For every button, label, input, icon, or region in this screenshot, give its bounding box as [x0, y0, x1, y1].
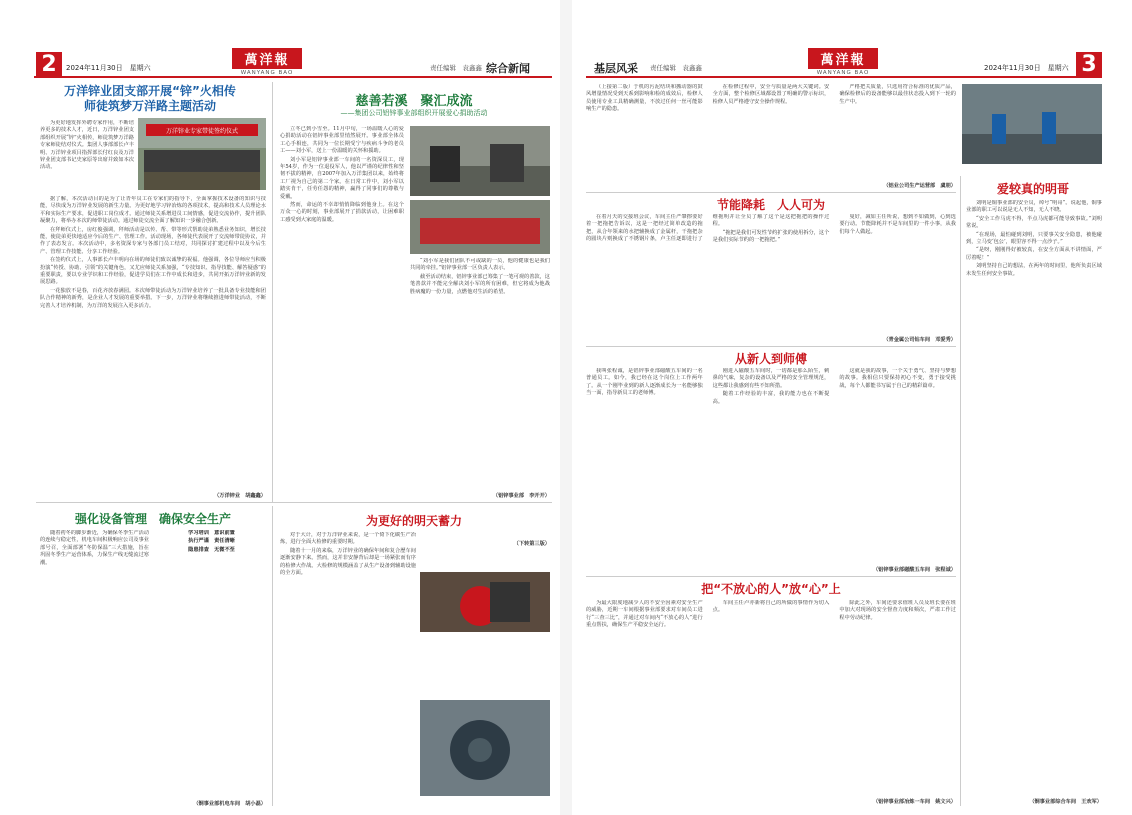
header-rule: [34, 76, 552, 78]
machinery-photo-image: [420, 700, 550, 796]
section-divider: [36, 502, 552, 503]
banner-text: 万洋锌业专家带徒签约仪式: [165, 128, 239, 135]
article-body: 随着初冬的脚步渐近，为确保冬季生产活动的连续与稳定性，机电车间积极响应公司及事业部号召，全面部署“冬防保温”三大措施，旨在巩固冬季生产运营体系，力保生产线无缝流过寒潮。 学习培训 意识前置 执行严谨 责任清晰 隐患排查 无微不至: [40, 530, 235, 566]
article-byline: （铝锌事业部 李开开）: [492, 493, 550, 499]
left-page: [0, 0, 560, 815]
article-title: 强化设备管理 确保安全生产: [74, 512, 231, 526]
article-body-2: “刘小军是我们团队不可或缺的一员，他的健康也是我们共同的牵挂。”铝锌事业部一区负责人表示。 截至活动结束，铝锌事业部已筹集了一笔可观的善款，这笔善款并不能完全解决刘小军的所有困难，但它将成为他战胜病魔的一份力量，点燃他对生活的希望。: [410, 258, 550, 295]
article-byline: （铝锌事业部冶炼一车间 姚文兴）: [872, 799, 956, 805]
column-divider: [272, 82, 273, 502]
issue-date: 2024年11月30日 星期六: [66, 64, 151, 72]
article-byline: （铜事业部综合车间 王欢军）: [1029, 799, 1102, 805]
workshop-photo-image: [962, 84, 1102, 164]
donation-photo-2: [410, 200, 550, 254]
article-byline: （铝锌事业部磁酸五车间 张程诚）: [872, 567, 956, 573]
section-title: 基层风采: [594, 62, 638, 75]
article-title: 万洋锌业团支部开展“锌”火相传 师徒筑梦万洋路主题活动: [64, 84, 236, 113]
article-body: 对于大计，对于万洋锌业来说，是一个倚下化碳生产冶炼，进行全面大检修的重要时期。 随着十一月的来临，万洋锌业的确保年间和复合歷车间逐渐安静下来。然而，这并非安静背后却是一场紧张而有序的检修大作战。大检修的规模涵盖了从生产设备到辅助设施的全方面。: [280, 532, 416, 577]
masthead-cn: 萬洋報: [808, 48, 878, 69]
article-title: 慈善若溪 聚汇成流: [355, 94, 473, 109]
maintenance-photo-image: [420, 572, 550, 632]
article-body: 据了解，本次活动目的是为了让青年员工在专家们的指导下，全面掌握技术设备的知识与技能，尽快成为万洋锌业发展的新生力量。为更好地学习锌冶炼的各项技术，提高和技术人员理论水平和实际生产要求，促进职工岗位成才。通过师徒关系增进员工间情感，促进交流协作，提升团队凝聚力，将举办本次的师带徒活动。通过师徒交流全面了解知识一步融合创新。 在拜师仪式上，房红俊强调，拜师活动是以传、帮、带等形式帮助徒弟熟悉业务知识，增长技能，使徒弟更快地适应今后的生产、管理工作。活动现场，各师徒代表展开了交流师带徒协议，并作了表态发言。本次活动中，多名资深专家与各部门员工结对，共同探讨扩建过程中以及今后生产、管理工作技能、分享工作经验。 在签约仪式上，人事部长卢丰明向在场的师徒们致以诚挚的祝福。他强调，各位导师应当积极扮演“传授、协助、引领”的关键角色，又尤应师徒关系加强，“专技知识、指导技能、解答疑惑”的重要职责，要以专业学识和工作经验，促进学员们在工作中成长和进步，共同开拓万洋锌业新的发展思路。 一花独放不是春，百花齐放春满园。本次师带徒活动为万洋锌业培养了一批具备专业技能和团队合作精神的新秀，是企业人才发展的重要举措。下一步，万洋锌业将继续推进师带徒活动，不断完善人才培养机制，为万洋的发展注入更多活力。: [40, 196, 266, 309]
article-byline: （万洋锌业 胡鑫鑫）: [214, 493, 266, 499]
right-page: [572, 0, 1132, 815]
issue-date: 2024年11月30日 星期六: [984, 64, 1069, 72]
page-number: 2: [36, 52, 62, 78]
editor-credit: 责任编辑 袁鑫鑫: [650, 64, 702, 72]
column-divider: [272, 506, 273, 806]
article-body: 在着月天的交接班会议，车间主任严肇擦要好着一把拖把告诉以，这是一把经过简单改造的拖把，从合年领来的水把辅换成了金属杆，干拖把杂的圆块片则换成了不锈钢片条，卢主任逐即进行了维拖明并让全员了解了这个是这把拖把的操作过程。 “拖把是我们可发性节约扩张的使用拆分，这个是我们实际节约的一把拖把。” 曼好，减如主任所说，想到不如做到，心到选要行动。节能降耗并不是车间里的一件小事，从我们每个人做起。: [586, 214, 956, 244]
masthead-logo: [808, 48, 878, 76]
masthead-en: WANYANG BAO: [240, 70, 294, 76]
right-header: [572, 0, 1132, 80]
group-photo-image: [138, 118, 266, 190]
continued-note: （下转第三版）: [513, 541, 550, 547]
section-title: 综合新闻: [486, 62, 530, 75]
editor-credit: 责任编辑 袁鑫鑫: [430, 64, 482, 72]
article-body: 立冬已到小雪至。11月中旬，一场温暖人心的爱心捐助活动在铝锌事业部里悄然展开。事业部全体员工心手相连，共同为一位长期受宁与疾病斗争的老员工——刘小军，送上一份温暖的关怀和援助。 刘小军是铝锌事业部一车间的一名资深员工，现年54岁，作为一位退役军人，他以严谨的纪律性和坚韧不拔的精神，自2007年加入万洋集团以来，始终将工厂视为自己的第二个家。在日常工作中，刘小军以踏实肯干，任劳任怨的精神，赢得了同事们的尊敬与爱戴。 然而，命运的不幸却悄悄降临到他身上。在这个万众一心的时刻，事业部展开了捐款活动，让困难职工感受到大家庭的温暖。: [280, 126, 404, 223]
section-divider: [586, 346, 956, 347]
article-title: 节能降耗 人人可为: [716, 198, 825, 212]
article-title: 爱较真的明哥: [996, 182, 1069, 196]
left-header: [0, 0, 560, 80]
masthead-en: WANYANG BAO: [816, 70, 870, 76]
group-photo: [138, 118, 266, 190]
maintenance-photo: [420, 572, 550, 632]
article-title: 把“不放心的人”放“心”上: [701, 582, 841, 596]
section-divider: [586, 192, 956, 193]
page-gutter: [560, 0, 572, 815]
donation-photo-image: [410, 126, 550, 196]
article-byline: （铝业公司生产运营部 虞朋）: [883, 183, 956, 189]
article-title: 为更好的明天蓄力: [365, 514, 462, 528]
page-number: 3: [1076, 52, 1102, 78]
continued-article: （上接第二版）于机的污泥结块和搬动器的鼓风增量情况受到天系到影响和检的成效后，检修人员使用专业工具精确测量，不放过任何一丝可能影响生产的隐患。 在检修过程中，安全与质量是两大关键词。安全方面，整个检修区域都设置了明确的警示标识，检修人员严格遵守安全操作规程。 严格把关质量，只选用符合标准的优质产品，确保检修后的设备能够以最佳状态投入到下一轮的生产中。: [586, 84, 956, 113]
masthead-cn: 萬洋報: [232, 48, 302, 69]
article-body: 我叫张程诚，是铝锌事业部磁酸五车间的一名普通员工。如今，我已经在这个岗位上工作两年了。从一个刚毕业到的新人逐渐成长为一名能够独当一面，指导新员工的老师傅。 刚进入磁酸五车间时，一切都是那么陌生，刺鼻的气味，复杂的设备以及严格的安全管理规范，这些都让我感到有些不知所措。 随着工作经验的丰富，我的能力也在不断提高。 这就是我的故事，一个关于勇气、坚持与梦想的故事。我相信只要保持初心不变，勇于接受挑战，每个人都能书写属于自己的精彩篇章。: [586, 368, 956, 405]
column-divider: [960, 176, 961, 806]
article-title: 从新人到师傅: [734, 352, 807, 366]
masthead-logo: [232, 48, 302, 76]
article-byline: （青金属公司钻车间 邓爱秀）: [883, 337, 956, 343]
machinery-photo: [420, 700, 550, 796]
donation-photo: [410, 126, 550, 196]
article-body: 刘明是铜事业部的安全员，绰号“明哥”。说起他，铜事业部的职工可以说是无人不知，无人不晓。 “安全工作马虎不得，半点马虎都可能导致事故。”刘明常说。 “在现场，最怕碰到刘明，只要事关安全隐患，被他碰到，立马变‘包公’，眼里容不得一点沙子。” “是呀，刚刚得好被较真，在安全方面从不讲情面，严厉着呢！” 刘明坚持自己的想法，在两年的时间里，他所负责区域未发生任何安全事故。: [966, 200, 1102, 277]
header-rule: [586, 76, 1102, 78]
article-body-intro: 为更好地发挥外聘专家作用，不断培养更多的技术人才，近日，万洋锌业团支部组织开展“锌”火相传，师徒筑梦万洋路专家师徒结对仪式。集团人事部部长卢丰明、万洋锌业项目指挥部长付红良及万洋锌业团支部书记史家原等出席并致如本次活动。: [40, 120, 134, 171]
donation-photo-image-2: [410, 200, 550, 254]
workshop-photo: [962, 84, 1102, 164]
article-subtitle: ——集团公司铝锌事业部组织开展爱心捐助活动: [340, 109, 488, 117]
article-byline: （铜事业部机电车间 胡小磊）: [193, 801, 266, 807]
section-divider: [586, 576, 956, 577]
article-body: 为最大限度地减少人的不安全因素对安全生产的威胁，近期一车间根据事业部要求对车间员工进行“三查三比”，并通过对车间内“不放心的人”进行重点帮扶，确保生产平稳安全运行。 车间主任卢亦新将自己的所做的事情作为切入点。 除此之外，车间还要求值班人员及班长要在班中加大对现场的安全督查力度和频次，严肃工作过程中劳动纪律。: [586, 600, 956, 629]
